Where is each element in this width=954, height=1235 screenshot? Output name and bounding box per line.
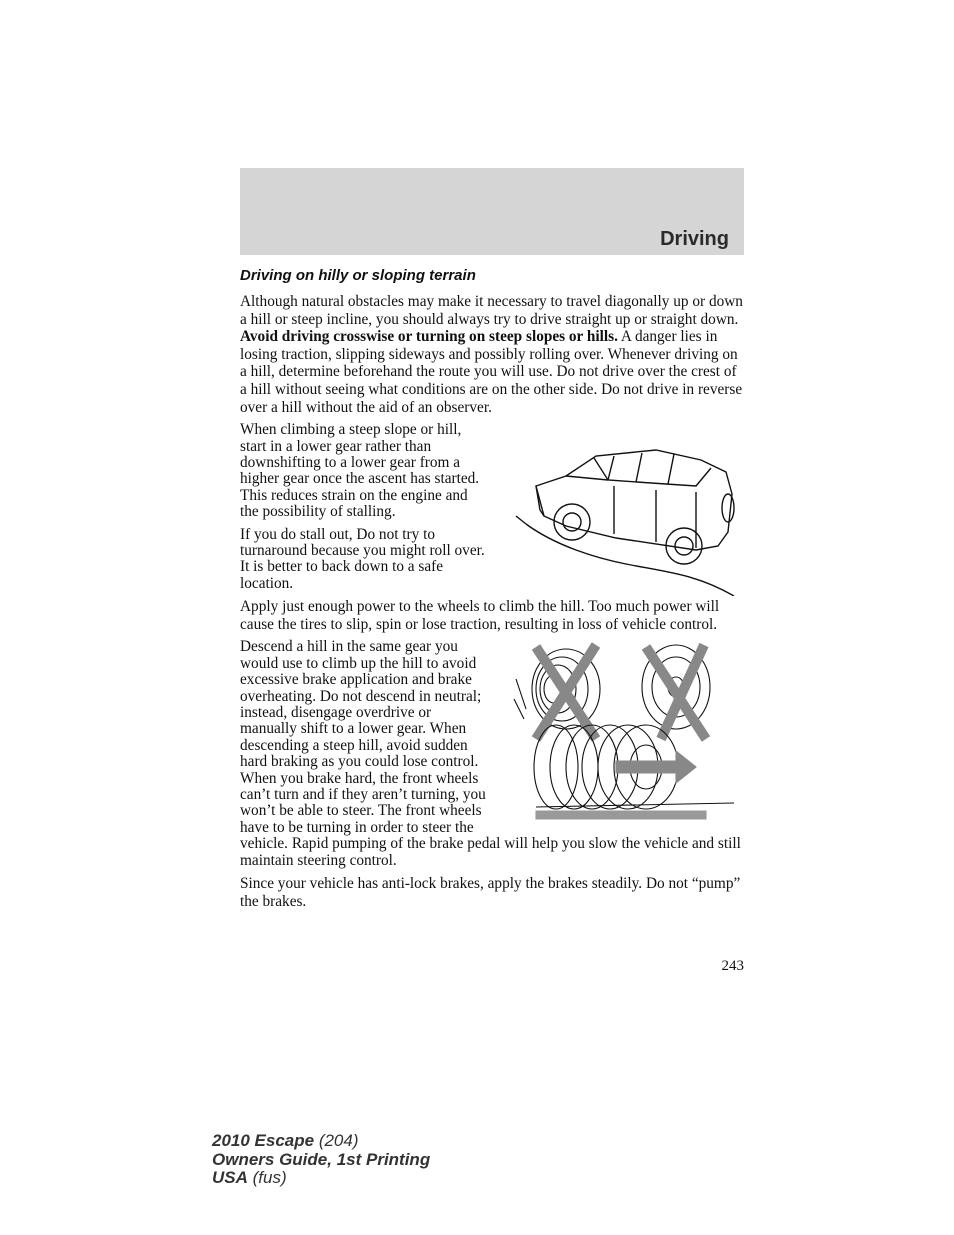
para-text: A danger lies in losing traction, slipping sideways and possibly rolling over. Whenever driving on a hill, determine beforehand the route you will use. Do not drive over the crest of a hill without seeing what conditions are on the other side. Do not drive in reverse over a hill without the aid of an observer. — [240, 328, 743, 416]
page-number: 243 — [721, 958, 744, 974]
paragraph-stall: If you do stall out, Do not try to turnaround because you might roll over. It is better to back down to a safe location. — [240, 525, 485, 592]
page-content — [240, 267, 744, 916]
vehicle-on-slope-illustration — [496, 446, 744, 596]
paragraph-antilock: Since your vehicle has anti-lock brakes, apply the brakes steadily. Do not “pump” the brakes. — [240, 875, 741, 910]
section-header-band — [240, 168, 744, 255]
subheading: Driving on hilly or sloping terrain — [240, 267, 476, 284]
para-text: Although natural obstacles may make it necessary to travel diagonally up or down a hill or steep incline, you should always try to drive straight up or straight down. — [240, 293, 743, 328]
section-title: Driving — [660, 228, 729, 250]
paragraph-descend: Descend a hill in the same gear you would use to climb up the hill to avoid excessive brake application and brake overheating. Do not descend in neutral; instead, disengage overdrive or manually shift to a lower gear. When descending a steep hill, avoid sudden hard braking as you could lose control. When you brake hard, the front wheels can’t turn and if they aren’t turning, you won’t be able to steer. The front wheels have to be turning in order to steer the vehicle. Rapid pumping of the brake pedal will help you slow the vehicle and still maintain steering control. — [240, 638, 741, 869]
paragraph-intro — [240, 293, 744, 416]
para-bold-warning: Avoid driving crosswise or turning on steep slopes or hills. — [240, 328, 618, 346]
footer-line-model: 2010 Escape (204) — [212, 1131, 359, 1150]
document-footer — [212, 1132, 430, 1188]
footer-line-printing: Owners Guide, 1st Printing — [212, 1149, 431, 1169]
wheel-traction-illustration — [496, 639, 744, 829]
paragraph-climbing: When climbing a steep slope or hill, start in a lower gear rather than downshifting to a lower gear from a higher gear once the ascent has started. This reduces strain on the engine and the possibility of stalling. — [240, 421, 480, 521]
rolling-wheels-icon — [534, 725, 696, 809]
paragraph-power: Apply just enough power to the wheels to climb the hill. Too much power will cause the tires to slip, spin or lose traction, resulting in loss of vehicle control. — [240, 598, 720, 633]
footer-line-region: USA (fus) — [212, 1168, 287, 1187]
locked-wheel-icon — [642, 645, 710, 739]
